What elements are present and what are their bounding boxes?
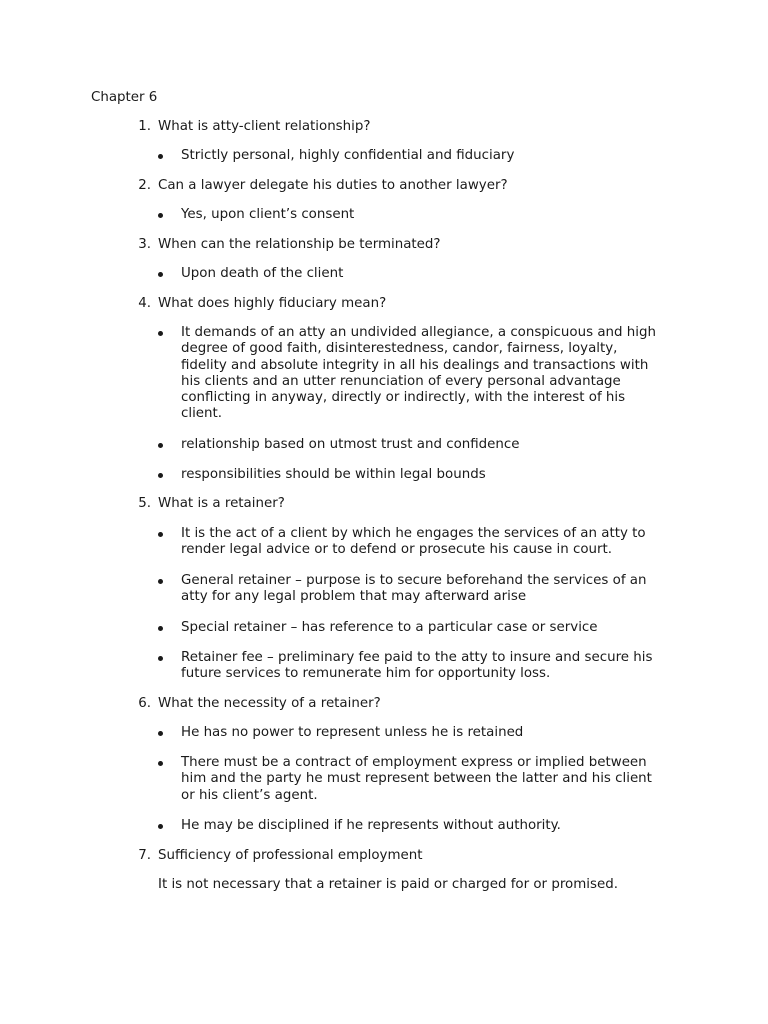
bullet-icon bbox=[158, 656, 163, 661]
question-number: 2. bbox=[138, 178, 151, 193]
question-number: 5. bbox=[138, 496, 151, 511]
answer-note: It is not necessary that a retainer is paid or charged for or promised. bbox=[158, 877, 618, 892]
bullet-icon bbox=[158, 213, 163, 218]
question-text: Can a lawyer delegate his duties to another lawyer? bbox=[158, 178, 508, 193]
bullet-icon bbox=[158, 532, 163, 537]
bullet-icon bbox=[158, 331, 163, 336]
answer-bullet: Yes, upon client’s consent bbox=[181, 207, 355, 222]
answer-bullet: relationship based on utmost trust and confidence bbox=[181, 437, 520, 452]
bullet-icon bbox=[158, 579, 163, 584]
question-number: 4. bbox=[138, 296, 151, 311]
bullet-icon bbox=[158, 626, 163, 631]
answer-bullet: He may be disciplined if he represents without authority. bbox=[181, 818, 561, 833]
answer-bullet: It is the act of a client by which he engages the services of an atty to render legal advice or to defend or prosecute his cause in court. bbox=[181, 526, 646, 558]
bullet-icon bbox=[158, 443, 163, 448]
answer-bullet: Strictly personal, highly confidential and fiduciary bbox=[181, 148, 515, 163]
bullet-icon bbox=[158, 731, 163, 736]
answer-bullet: It demands of an atty an undivided allegiance, a conspicuous and high degree of good faith, disinterestedness, candor, fairness, loyalty, fidelity and absolute integrity in all his dealings and transactions with his clients and an utter renunciation of every personal advantage conflicting in anyway, directly or indirectly, with the interest of his client. bbox=[181, 325, 656, 422]
answer-bullet: Special retainer – has reference to a particular case or service bbox=[181, 620, 598, 635]
answer-bullet: He has no power to represent unless he is retained bbox=[181, 725, 524, 740]
answer-bullet: There must be a contract of employment express or implied between him and the party he must represent between the latter and his client or his client’s agent. bbox=[181, 755, 652, 803]
answer-bullet: responsibilities should be within legal bounds bbox=[181, 467, 486, 482]
bullet-icon bbox=[158, 154, 163, 159]
question-number: 6. bbox=[138, 696, 151, 711]
bullet-icon bbox=[158, 473, 163, 478]
question-text: What is atty-client relationship? bbox=[158, 119, 371, 134]
chapter-title: Chapter 6 bbox=[91, 90, 158, 105]
answer-bullet: Upon death of the client bbox=[181, 266, 344, 281]
question-text: What the necessity of a retainer? bbox=[158, 696, 381, 711]
question-number: 7. bbox=[138, 848, 151, 863]
question-number: 3. bbox=[138, 237, 151, 252]
question-text: What is a retainer? bbox=[158, 496, 285, 511]
answer-bullet: General retainer – purpose is to secure beforehand the services of an atty for any legal problem that may afterward arise bbox=[181, 573, 647, 605]
bullet-icon bbox=[158, 761, 163, 766]
question-text: Sufficiency of professional employment bbox=[158, 848, 423, 863]
question-text: What does highly fiduciary mean? bbox=[158, 296, 387, 311]
bullet-icon bbox=[158, 272, 163, 277]
bullet-icon bbox=[158, 824, 163, 829]
question-text: When can the relationship be terminated? bbox=[158, 237, 441, 252]
question-number: 1. bbox=[138, 119, 151, 134]
answer-bullet: Retainer fee – preliminary fee paid to the atty to insure and secure his future services to remunerate him for opportunity loss. bbox=[181, 650, 653, 682]
